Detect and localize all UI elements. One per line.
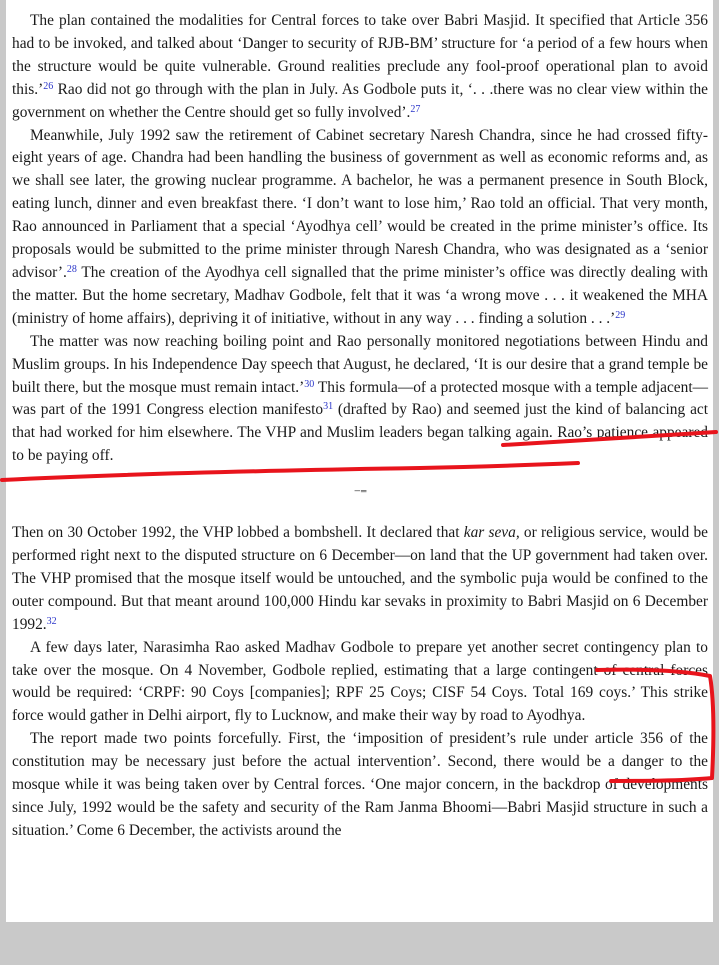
text-run: or religious service, would be performed right next to the disputed structure on 6 December—on land that the UP government had taken over. The VHP promised that the mosque itself would be untouched, and the symbolic puja would be confined to the outer compound. But that meant around 100,000 Hindu kar sevaks in proximity to Babri Masjid on 6 December 1992. xyxy=(12,524,708,633)
text-run: This formula—of a protected mosque with a temple adjacent—was part of the 1991 Congress election manifesto xyxy=(12,378,708,419)
paragraph-5 xyxy=(12,637,708,729)
text-run: Then on 30 October 1992, the VHP lobbed a bombshell. It declared that xyxy=(12,524,464,542)
footnote-marker: 32 xyxy=(46,615,57,627)
section-break-ornament xyxy=(12,468,708,522)
footnote-marker: 28 xyxy=(66,263,77,275)
paragraph-4 xyxy=(12,522,708,637)
text-run: The report made two points forcefully. First, the ‘imposition of president’s rule under article 356 of the constitution may be necessary just before the actual intervention’. Second, there would be a danger to the mosque while it was being taken over by Central forces. ‘One major concern, in the backdrop of developments since July, 1992 would be the safety and security of the Ram Janma Bhoomi—Babri Masjid structure in such a situation.’ Come 6 December, the activists around the xyxy=(12,730,708,839)
text-run: (drafted by Rao) and seemed just the kind of balancing act that had worked for him elsewhere. The VHP and Muslim leaders began talking again. Rao’s patience appeared to be paying off. xyxy=(12,401,709,465)
paragraph-1 xyxy=(12,10,708,125)
footnote-marker: 27 xyxy=(410,103,421,115)
book-page xyxy=(6,0,713,922)
text-run: Rao did not go through with the plan in July. As Godbole puts it, ‘. . .there was no clear view within the government on whether the Centre should get so fully involved’. xyxy=(12,80,708,121)
text-run: A few days later, Narasimha Rao asked Madhav Godbole to prepare yet another secret contingency plan to take over the mosque. On 4 November, Godbole replied, estimating that a large contingent of central forces would be required: ‘CRPF: 90 Coys [companies]; RPF 25 Coys; CISF 54 Coys. Total 169 coys.’ This strike force would gather in Delhi airport, fly to Lucknow, and make their way by road to Ayodhya. xyxy=(12,638,708,725)
paragraph-2 xyxy=(12,125,708,331)
text-run: The plan contained the modalities for Central forces to take over Babri Masjid. It specified that Article 356 had to be invoked, and talked about ‘Danger to security of RJB-BM’ structure for ‘a period of a few hours when the structure would be quite vulnerable. Ground realities preclude any fool-proof operational plan to avoid this.’ xyxy=(12,12,708,98)
footnote-marker: 29 xyxy=(615,309,626,321)
text-run: The matter was now reaching boiling point and Rao personally monitored negotiations between Hindu and Muslim groups. In his Independence Day speech that August, he declared, ‘It is our desire that a grand temple be built there, but the mosque must remain intact.’ xyxy=(12,332,708,396)
paragraph-3 xyxy=(12,331,708,468)
footnote-marker: 26 xyxy=(43,80,54,92)
text-run: The creation of the Ayodhya cell signalled that the prime minister’s office was directly dealing with the matter. But the home secretary, Madhav Godbole, felt that it was ‘a wrong move . . . it weakened the MHA (ministry of home affairs), depriving it of initiative, without in any way . . . finding a solution . . .’ xyxy=(12,263,708,327)
scan-margin xyxy=(0,922,719,965)
italic-text: kar seva, xyxy=(463,524,520,542)
page-text xyxy=(12,10,708,843)
footnote-marker: 30 xyxy=(304,378,315,390)
text-run: Meanwhile, July 1992 saw the retirement of Cabinet secretary Naresh Chandra, since he had crossed fifty-eight years of age. Chandra had been handling the business of government as well as economic reforms and, as we shall see later, the growing nuclear programme. A bachelor, he was a permanent presence in South Block, eating lunch, dinner and even breakfast there. ‘I don’t want to lose him,’ Rao told an official. That very month, Rao announced in Parliament that a special ‘Ayodhya cell’ would be created in the prime minister’s office. Its proposals would be submitted to the prime minister through Naresh Chandra, who was designated as a ‘senior advisor’. xyxy=(12,126,708,281)
paragraph-6 xyxy=(12,728,708,843)
footnote-marker: 31 xyxy=(323,401,334,413)
section-break-glyph: ⁻⁼ xyxy=(353,486,367,502)
